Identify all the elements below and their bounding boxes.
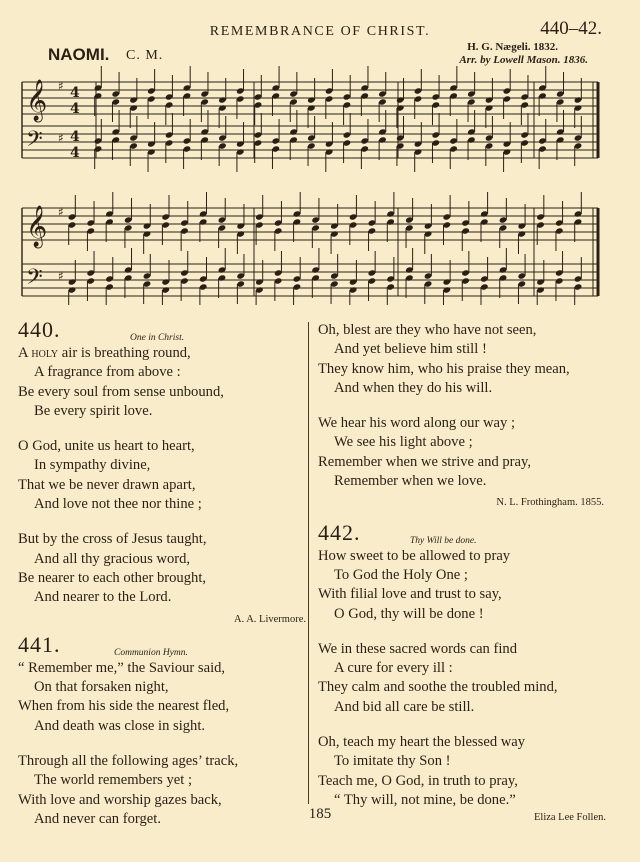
verse-line: And never can forget.: [34, 810, 161, 827]
verse-line: Teach me, O God, in truth to pray,: [318, 772, 518, 789]
verse-line: Through all the following ages’ track,: [18, 753, 239, 770]
verse-line: Be every soul from sense unbound,: [18, 383, 224, 400]
bass-clef-icon: 𝄢: [26, 265, 43, 295]
verse-line: Oh, teach my heart the blessed way: [318, 734, 526, 751]
verse-line: A holy air is breathing round,: [18, 345, 191, 361]
verse-line: That we be never drawn apart,: [18, 476, 196, 493]
verse-line: And yet believe him still !: [334, 341, 487, 358]
verse-line: How sweet to be allowed to pray: [318, 547, 511, 564]
stanza: [318, 547, 608, 624]
music-score: [0, 60, 640, 305]
column-divider: [308, 322, 309, 804]
verse-line: O God, unite us heart to heart,: [18, 438, 195, 455]
time-signature: 4: [70, 101, 80, 117]
stanza: [18, 530, 302, 607]
treble-clef-icon: 𝄞: [26, 80, 48, 121]
verse-line: But by the cross of Jesus taught,: [18, 531, 207, 548]
stanza: [318, 414, 608, 491]
verse-line: And nearer to the Lord.: [34, 589, 172, 606]
hymn-author: N. L. Frothingham. 1855.: [496, 497, 604, 509]
hymn-number: 442.: [318, 519, 361, 545]
verse-line: Remember when we love.: [334, 473, 487, 490]
time-signature: 4: [70, 129, 80, 145]
page-number: 185: [308, 806, 332, 822]
tune-meter: C. M.: [126, 48, 164, 63]
verse-line: Oh, blest are they who have not seen,: [318, 322, 537, 338]
tune-composer: H. G. Nægeli. 1832.: [467, 41, 558, 53]
hymn-author: Eliza Lee Follen.: [533, 812, 606, 824]
verse-line: They know him, who his praise they mean,: [318, 360, 570, 377]
stanza: [318, 640, 608, 717]
verse-line: Remember when we strive and pray,: [318, 453, 532, 470]
verse-line: The world remembers yet ;: [34, 772, 193, 789]
bass-clef-icon: 𝄢: [26, 127, 43, 157]
hymn-subtitle: One in Christ.: [130, 333, 185, 343]
verse-line: We in these sacred words can find: [318, 640, 518, 657]
time-signature: 4: [70, 85, 80, 101]
verse-line: Be nearer to each other brought,: [18, 569, 207, 586]
right-column: [318, 321, 608, 828]
verse-line: To God the Holy One ;: [334, 566, 468, 583]
verse-line: Be every spirit love.: [34, 402, 153, 419]
hymn-subtitle: Thy Will be done.: [410, 535, 477, 546]
verse-line: To imitate thy Son !: [334, 753, 451, 770]
hymn-subtitle: Communion Hymn.: [114, 647, 188, 658]
stanza: [318, 321, 608, 398]
left-column: [18, 317, 306, 829]
hymn-number-range: 440–42.: [540, 18, 602, 39]
stanza: [18, 659, 302, 736]
verse-line: A cure for every ill :: [334, 660, 453, 677]
verse-line: We see his light above ;: [334, 434, 473, 451]
page-header-title: REMEMBRANCE OF CHRIST.: [209, 24, 431, 39]
verse-line: O God, thy will be done !: [334, 605, 484, 622]
verse-line: And love not thee nor thine ;: [34, 496, 202, 513]
verse-line: With love and worship gazes back,: [18, 791, 222, 808]
stanza: [318, 733, 608, 810]
verse-line: And all thy gracious word,: [34, 550, 191, 567]
verse-line: And death was close in sight.: [34, 717, 206, 734]
verse-line: “ Thy will, not mine, be done.”: [334, 791, 516, 808]
verse-line: With filial love and trust to say,: [318, 586, 502, 603]
verse-line: We hear his word along our way ;: [318, 415, 516, 432]
hymn-440-heading: [18, 317, 302, 344]
treble-clef-icon: 𝄞: [26, 206, 48, 247]
verse-line: And bid all care be still.: [334, 698, 475, 715]
sharp-icon: ♯: [58, 131, 64, 145]
verse-line: They calm and soothe the troubled mind,: [318, 679, 558, 696]
sharp-icon: ♯: [58, 79, 64, 93]
verse-line: A fragrance from above :: [34, 364, 181, 381]
hymn-number: 440.: [18, 317, 61, 342]
hymn-author: A. A. Livermore.: [233, 613, 306, 625]
sharp-icon: ♯: [58, 205, 64, 219]
verse-line: On that forsaken night,: [34, 679, 169, 696]
stanza: [18, 437, 302, 514]
verse-line: In sympathy divine,: [34, 457, 151, 474]
sharp-icon: ♯: [58, 269, 64, 283]
time-signature: 4: [70, 145, 80, 161]
verse-line: And when they do his will.: [334, 379, 493, 396]
hymn-number: 441.: [18, 631, 61, 657]
tune-arranger: Arr. by Lowell Mason. 1836.: [459, 54, 588, 66]
hymn-442-heading: [318, 519, 608, 547]
hymn-441-heading: [18, 631, 302, 659]
verse-line: When from his side the nearest fled,: [18, 698, 230, 715]
tune-name: NAOMI.: [48, 45, 110, 64]
stanza: [18, 344, 302, 421]
verse-line: “ Remember me,” the Saviour said,: [18, 659, 226, 676]
